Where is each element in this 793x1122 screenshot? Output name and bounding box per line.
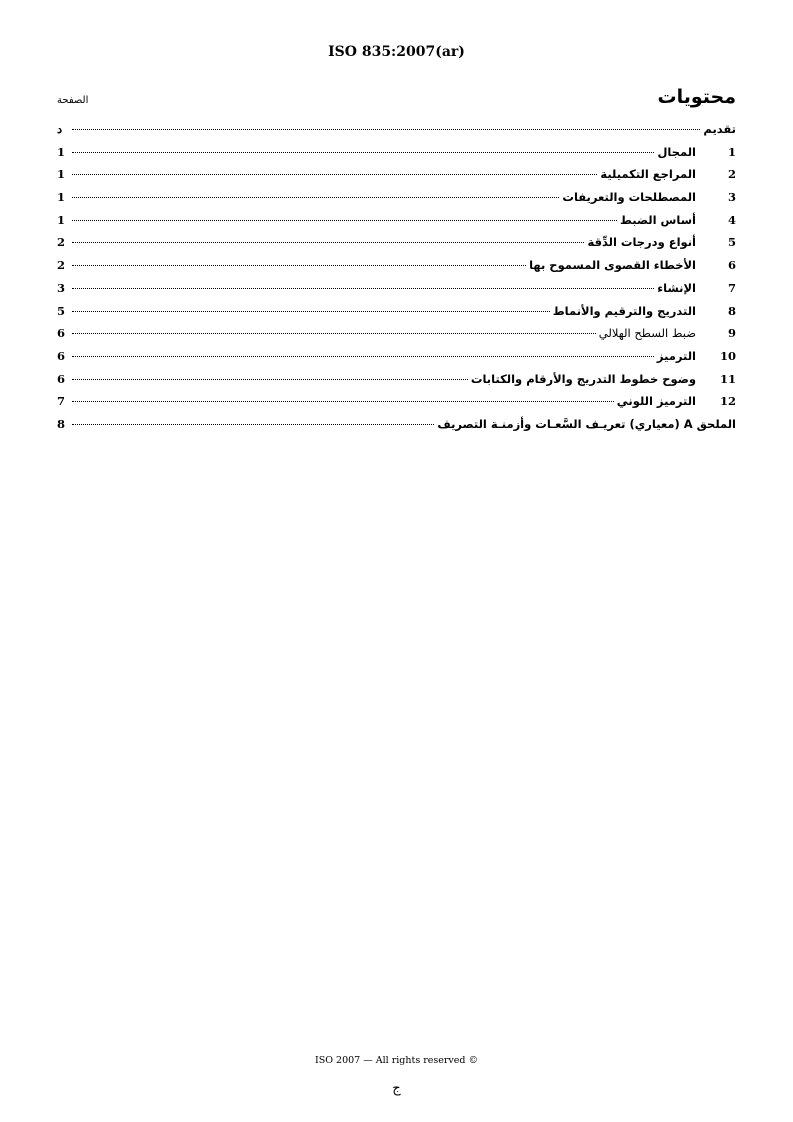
- toc-entry-page: 5: [57, 303, 66, 318]
- dot-leader: [72, 197, 559, 198]
- toc-entry-page: 6: [57, 348, 66, 363]
- page-number: ج: [392, 1081, 401, 1096]
- toc-entry-page: 2: [57, 258, 66, 273]
- toc-entry[interactable]: [57, 326, 736, 349]
- toc-entry-title: الإنشاء: [657, 280, 696, 295]
- toc-entry-number: 1: [727, 144, 736, 159]
- toc-entry-title: المصطلحات والتعريفات: [562, 190, 696, 205]
- toc-entry-number: 4: [727, 212, 736, 227]
- toc-entry[interactable]: [57, 235, 736, 258]
- dot-leader: [72, 129, 700, 130]
- toc-entry-page: 6: [57, 371, 66, 386]
- toc-entry-page: 6: [57, 326, 66, 341]
- toc-entry-page: 1: [57, 144, 66, 159]
- toc-entry-annex-a[interactable]: [57, 417, 736, 440]
- dot-leader: [72, 220, 617, 221]
- toc-entry-page: 1: [57, 167, 66, 182]
- toc-entry-title: وضوح خطوط التدريج والأرقام والكتابات: [470, 371, 696, 386]
- dot-leader: [72, 424, 434, 425]
- toc-entry-page: 3: [57, 280, 66, 295]
- toc-entry-page: 7: [57, 394, 66, 409]
- dot-leader: [72, 379, 468, 380]
- toc-entry-page: 1: [57, 190, 66, 205]
- dot-leader: [72, 242, 584, 243]
- toc-entry-number: 5: [727, 235, 736, 250]
- dot-leader: [72, 401, 614, 402]
- toc-entry[interactable]: [57, 281, 736, 304]
- toc-entry-page: د: [57, 122, 63, 136]
- toc-entry-title: ضبط السطح الهلالي: [598, 326, 696, 341]
- toc-entry[interactable]: [57, 190, 736, 213]
- toc-entry-title: أساس الضبط: [619, 212, 696, 227]
- dot-leader: [72, 311, 550, 312]
- dot-leader: [72, 333, 596, 334]
- toc-entry[interactable]: [57, 258, 736, 281]
- document-id-header: ISO 835:2007(ar): [328, 44, 465, 60]
- toc-entry-number: 8: [727, 303, 736, 318]
- toc-entry-title: التدريج والترقيم والأنماط: [552, 303, 696, 318]
- toc-entry-title: تقديم: [703, 122, 736, 136]
- toc-entry-number: 11: [719, 371, 736, 386]
- toc-entry-title: الملحق A (معياري) تعريـف السَّعـات وأزمنـة التصريف: [437, 416, 736, 431]
- toc-entry-number: 9: [727, 326, 736, 341]
- toc-entry-title: المجال: [657, 144, 696, 159]
- toc-entry-number: 3: [727, 190, 736, 205]
- toc-entry[interactable]: [57, 167, 736, 190]
- toc-entry-title: الترميز اللوني: [616, 394, 696, 409]
- table-of-contents: [57, 122, 736, 440]
- dot-leader: [72, 288, 654, 289]
- toc-entry-title: الترميز: [656, 348, 696, 363]
- toc-entry[interactable]: [57, 145, 736, 168]
- page-column-label: الصفحة: [57, 95, 89, 106]
- toc-entry-title: المراجع التكميلية: [600, 167, 696, 182]
- dot-leader: [72, 152, 654, 153]
- toc-entry-number: 2: [727, 167, 736, 182]
- toc-entry[interactable]: [57, 372, 736, 395]
- toc-title: محتويات: [657, 86, 736, 108]
- toc-entry[interactable]: [57, 349, 736, 372]
- toc-entry-number: 10: [719, 348, 736, 363]
- dot-leader: [72, 265, 526, 266]
- copyright-footer: ISO 2007 — All rights reserved ©: [314, 1055, 479, 1066]
- dot-leader: [72, 356, 654, 357]
- toc-entry-page: 8: [57, 416, 66, 431]
- toc-entry-number: 7: [727, 280, 736, 295]
- toc-entry-number: 12: [719, 394, 736, 409]
- toc-entry[interactable]: [57, 394, 736, 417]
- toc-entry-foreword[interactable]: [57, 122, 736, 145]
- toc-entry[interactable]: [57, 304, 736, 327]
- toc-entry-title: أنواع ودرجات الدِّقة: [587, 235, 696, 250]
- toc-entry[interactable]: [57, 213, 736, 236]
- toc-entry-page: 1: [57, 212, 66, 227]
- dot-leader: [72, 174, 597, 175]
- toc-entry-title: الأخطاء القصوى المسموح بها: [529, 258, 696, 273]
- toc-entry-page: 2: [57, 235, 66, 250]
- toc-entry-number: 6: [727, 258, 736, 273]
